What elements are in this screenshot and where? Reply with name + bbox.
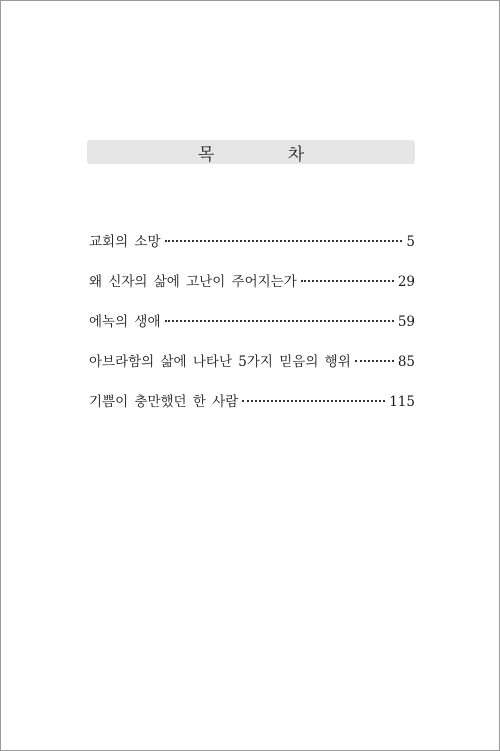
dot-leader [165,240,403,242]
toc-entry-label: 아브라함의 삶에 나타난 5가지 믿음의 행위 [89,354,351,370]
toc-title-bar [87,140,415,164]
toc-entry-page: 5 [406,234,415,250]
toc-entry-page: 85 [397,354,415,370]
dot-leader [301,280,394,282]
toc-title: 목 차 [197,144,339,165]
toc-entry-page: 29 [397,274,415,290]
toc-entry[interactable] [89,309,415,349]
toc-entry-page: 59 [397,314,415,330]
dot-leader [355,360,394,362]
table-of-contents [89,229,415,429]
toc-entry-label: 교회의 소망 [89,234,161,250]
toc-entry[interactable] [89,269,415,309]
toc-entry-label: 에녹의 생애 [89,314,161,330]
toc-entry[interactable] [89,349,415,389]
toc-entry-label: 기쁨이 충만했던 한 사람 [89,394,239,410]
dot-leader [242,400,385,402]
toc-entry[interactable] [89,389,415,429]
toc-entry-label: 왜 신자의 삶에 고난이 주어지는가 [89,274,297,290]
dot-leader [165,320,394,322]
toc-entry[interactable] [89,229,415,269]
toc-entry-page: 115 [389,394,415,410]
